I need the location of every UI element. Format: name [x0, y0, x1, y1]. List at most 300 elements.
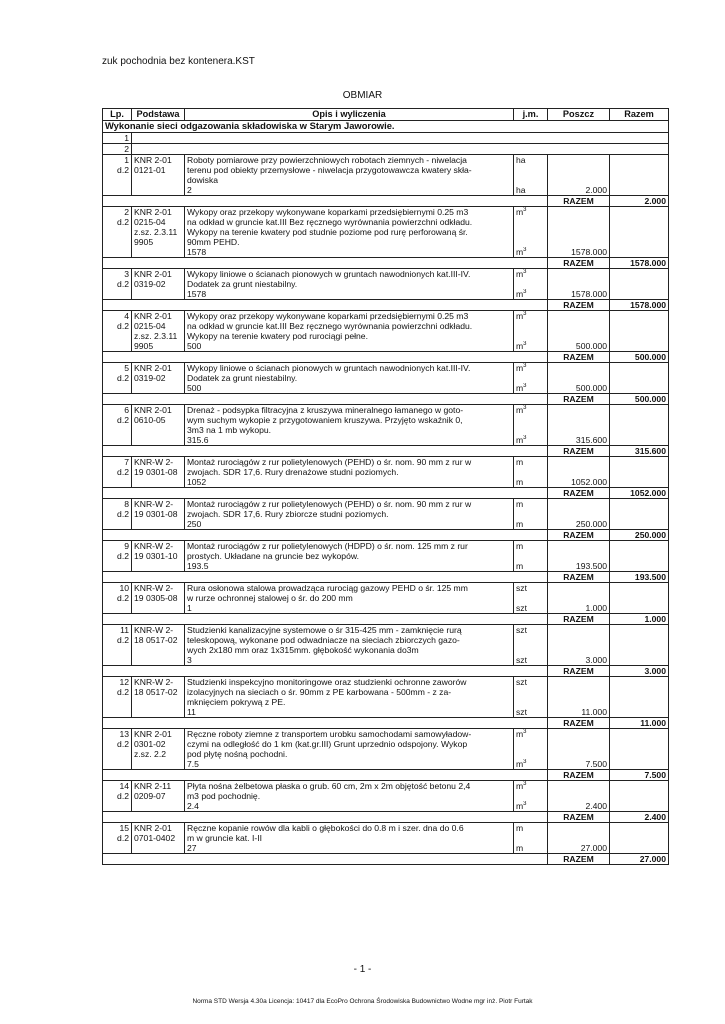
item-jm-unit: m — [516, 801, 524, 811]
table-row — [103, 677, 669, 718]
razem-empty-cell — [103, 446, 548, 457]
item-jm-sup: 3 — [523, 289, 527, 296]
spacer-line — [550, 269, 607, 279]
spacer-line — [516, 165, 545, 175]
razem-label: RAZEM — [548, 300, 610, 311]
spacer-line — [516, 373, 545, 383]
spacer-line — [550, 791, 607, 801]
item-podstawa-cell — [132, 729, 185, 770]
item-podstawa-line: z.sz. 2.3.11 — [134, 227, 178, 237]
spacer-line — [550, 237, 607, 247]
item-lp-sub: d.2 — [117, 165, 129, 175]
item-jm-cell — [514, 499, 548, 530]
spacer-line — [516, 697, 545, 707]
item-jm-unit: m — [516, 435, 524, 445]
item-jm-top — [516, 823, 545, 833]
item-poszcz-cell — [548, 269, 610, 300]
item-poszcz-cell — [548, 541, 610, 572]
razem-row — [103, 530, 669, 541]
item-podstawa-line: KNR 2-01 — [134, 269, 172, 279]
razem-value: 1578.000 — [610, 258, 669, 269]
item-lp-sub: d.2 — [117, 415, 129, 425]
razem-row — [103, 488, 669, 499]
item-poszcz: 315.600 — [575, 435, 607, 445]
spacer-line — [516, 331, 545, 341]
item-poszcz-cell — [548, 363, 610, 394]
table-row — [103, 729, 669, 770]
item-jm-unit: m — [516, 729, 524, 739]
razem-empty-cell — [103, 394, 548, 405]
item-podstawa-line: KNR 2-01 — [134, 823, 172, 833]
item-lp: 8 — [124, 499, 129, 509]
spacer-line — [550, 739, 607, 749]
table-row — [103, 311, 669, 352]
item-jm-sup: 3 — [523, 341, 527, 348]
table-row — [103, 781, 669, 812]
item-jm-top — [516, 541, 545, 551]
item-jm-top — [516, 311, 545, 321]
item-opis-line: izolacyjnych na sieciach o śr. 90mm z PE karbowana - 500mm - z za- — [187, 687, 452, 697]
item-lp-cell — [103, 405, 132, 446]
item-jm-unit: m — [516, 843, 524, 853]
item-jm-sup: 3 — [523, 269, 527, 276]
item-jm-bottom — [516, 185, 545, 195]
item-jm-top — [516, 583, 545, 593]
razem-label: RAZEM — [548, 770, 610, 781]
item-razem-cell — [610, 363, 669, 394]
item-podstawa-line: KNR 2-01 — [134, 363, 172, 373]
item-poszcz-cell — [548, 155, 610, 196]
spacer-line — [550, 331, 607, 341]
spacer-line — [550, 583, 607, 593]
razem-row — [103, 770, 669, 781]
item-jm-unit: szt — [516, 583, 527, 593]
item-jm-cell — [514, 823, 548, 854]
spacer-line — [516, 217, 545, 227]
table-row — [103, 155, 669, 196]
item-jm-unit: m — [516, 519, 524, 529]
item-poszcz: 2.400 — [585, 801, 607, 811]
item-jm-unit: szt — [516, 655, 527, 665]
section-row-number: 2 — [103, 144, 132, 155]
spacer-line — [516, 425, 545, 435]
item-lp-cell — [103, 583, 132, 614]
spacer-line — [516, 175, 545, 185]
item-opis-line: Roboty pomiarowe przy powierzchniowych robotach ziemnych - niwelacja — [187, 155, 467, 165]
table-row — [103, 363, 669, 394]
item-jm-sup: 3 — [523, 207, 527, 214]
item-poszcz: 3.000 — [585, 655, 607, 665]
table-row — [103, 457, 669, 488]
item-opis-cell — [185, 781, 514, 812]
item-opis-line: Wykopy oraz przekopy wykonywane koparkami przedsiębiernymi 0.25 m3 — [187, 311, 469, 321]
razem-empty-cell — [103, 812, 548, 823]
table-row — [103, 583, 669, 614]
item-opis-line: czymi na odległość do 1 km (kat.gr.III) Grunt uprzednio odspojony. Wykop — [187, 739, 468, 749]
item-opis-cell — [185, 625, 514, 666]
item-razem-cell — [610, 677, 669, 718]
item-lp-sub: d.2 — [117, 593, 129, 603]
item-jm-unit: m — [516, 247, 524, 257]
razem-row — [103, 666, 669, 677]
col-opis-header: Opis i wyliczenia — [185, 109, 514, 121]
razem-empty-cell — [103, 488, 548, 499]
item-jm-cell — [514, 457, 548, 488]
item-razem-cell — [610, 457, 669, 488]
item-opis-line: Drenaż - podsypka filtracyjna z kruszywa mineralnego łamanego w goto- — [187, 405, 464, 415]
item-jm-unit: m — [516, 383, 524, 393]
razem-value: 27.000 — [610, 854, 669, 865]
item-calc: 2.4 — [187, 801, 199, 811]
item-poszcz: 1052.000 — [571, 477, 607, 487]
item-lp-sub: d.2 — [117, 373, 129, 383]
item-lp-sub: d.2 — [117, 687, 129, 697]
spacer-line — [516, 593, 545, 603]
spacer-line — [550, 425, 607, 435]
item-lp: 3 — [124, 269, 129, 279]
item-jm-bottom — [516, 655, 545, 665]
item-jm-sup: 3 — [523, 363, 527, 370]
item-opis-line: terenu pod obiekty przemysłowe - niwelacja przygotowawcza kwatery skła- — [187, 165, 472, 175]
item-calc: 2 — [187, 185, 192, 195]
razem-value: 315.600 — [610, 446, 669, 457]
item-lp-sub: d.2 — [117, 833, 129, 843]
item-jm-top — [516, 781, 545, 791]
item-opis-line: zwojach. SDR 17,6. Rury zbiorcze studni poziomych. — [187, 509, 389, 519]
footer-license: Norma STD Wersja 4.30a Licencja: 10417 dla EcoPro Ochrona Środowiska Budownictwo Wodne mgr inż. Piotr Furtak — [192, 998, 533, 1005]
item-calc: 315.6 — [187, 435, 209, 445]
item-jm-bottom — [516, 477, 545, 487]
item-calc: 11 — [187, 707, 196, 717]
item-lp-cell — [103, 625, 132, 666]
item-opis-cell — [185, 677, 514, 718]
razem-row — [103, 614, 669, 625]
item-lp-cell — [103, 677, 132, 718]
item-jm-unit: m — [516, 477, 524, 487]
item-lp: 6 — [124, 405, 129, 415]
spacer-line — [550, 687, 607, 697]
item-podstawa-cell — [132, 583, 185, 614]
item-lp-sub: d.2 — [117, 467, 129, 477]
item-jm-bottom — [516, 341, 545, 351]
item-podstawa-line: z.sz. 2.3.11 — [134, 331, 178, 341]
item-opis-line: zwojach. SDR 17,6. Rury drenażowe studni poziomych. — [187, 467, 399, 477]
item-razem-cell — [610, 269, 669, 300]
item-jm-unit: ha — [516, 185, 526, 195]
item-poszcz: 1578.000 — [571, 247, 607, 257]
item-podstawa-line: KNR-W 2- — [134, 541, 174, 551]
item-podstawa-line: KNR-W 2- — [134, 625, 174, 635]
spacer-line — [550, 593, 607, 603]
item-lp: 11 — [120, 625, 129, 635]
item-calc: 1578 — [187, 289, 207, 299]
item-podstawa-line: 9905 — [134, 341, 154, 351]
item-jm-unit: m — [516, 781, 524, 791]
item-poszcz: 11.000 — [581, 707, 607, 717]
spacer-line — [516, 749, 545, 759]
blank-cell — [132, 144, 669, 155]
item-podstawa-line: 0215-04 — [134, 217, 166, 227]
spacer-line — [550, 729, 607, 739]
item-lp: 5 — [124, 363, 129, 373]
razem-empty-cell — [103, 666, 548, 677]
item-opis-line: m3 pod pochodnię. — [187, 791, 261, 801]
item-jm-bottom — [516, 247, 545, 257]
razem-label: RAZEM — [548, 258, 610, 269]
spacer-line — [550, 415, 607, 425]
item-lp: 9 — [124, 541, 129, 551]
spacer-line — [550, 645, 607, 655]
razem-row — [103, 258, 669, 269]
item-poszcz: 500.000 — [575, 383, 607, 393]
item-podstawa-cell — [132, 207, 185, 258]
item-jm-cell — [514, 155, 548, 196]
item-lp: 2 — [124, 207, 129, 217]
razem-row — [103, 196, 669, 207]
spacer-line — [550, 781, 607, 791]
item-opis-line: Rura osłonowa stalowa prowadząca rurociąg gazowy PEHD o śr. 125 mm — [187, 583, 468, 593]
item-opis-cell — [185, 363, 514, 394]
item-jm-cell — [514, 781, 548, 812]
item-opis-line: mknięciem pokrywą z PE. — [187, 697, 286, 707]
item-podstawa-line: KNR 2-01 — [134, 207, 172, 217]
item-podstawa-cell — [132, 781, 185, 812]
razem-empty-cell — [103, 770, 548, 781]
spacer-line — [516, 687, 545, 697]
item-jm-unit: m — [516, 289, 524, 299]
item-poszcz-cell — [548, 207, 610, 258]
item-calc: 500 — [187, 341, 202, 351]
table-row — [103, 625, 669, 666]
spacer-line — [516, 833, 545, 843]
item-lp-sub: d.2 — [117, 739, 129, 749]
razem-empty-cell — [103, 300, 548, 311]
item-podstawa-line: KNR-W 2- — [134, 457, 174, 467]
razem-label: RAZEM — [548, 488, 610, 499]
spacer-line — [516, 237, 545, 247]
item-opis-cell — [185, 541, 514, 572]
razem-label: RAZEM — [548, 854, 610, 865]
spacer-line — [550, 311, 607, 321]
item-opis-line: m w gruncie kat. I-II — [187, 833, 262, 843]
spacer-line — [516, 227, 545, 237]
item-podstawa-cell — [132, 457, 185, 488]
item-razem-cell — [610, 541, 669, 572]
item-jm-unit: m — [516, 405, 524, 415]
item-razem-cell — [610, 625, 669, 666]
razem-label: RAZEM — [548, 812, 610, 823]
item-lp-cell — [103, 499, 132, 530]
item-calc: 1052 — [187, 477, 207, 487]
item-poszcz: 27.000 — [580, 843, 607, 853]
spacer-line — [516, 467, 545, 477]
razem-row — [103, 446, 669, 457]
item-opis-line: Studzienki inspekcyjno monitoringowe oraz studzienki ochronne zaworów — [187, 677, 467, 687]
item-jm-unit: szt — [516, 707, 527, 717]
col-razem-header: Razem — [610, 109, 669, 121]
item-podstawa-line: 0215-04 — [134, 321, 166, 331]
item-jm-unit: m — [516, 341, 524, 351]
item-podstawa-cell — [132, 311, 185, 352]
item-lp: 7 — [124, 457, 129, 467]
table-row — [103, 405, 669, 446]
item-opis-cell — [185, 583, 514, 614]
spacer-line — [516, 791, 545, 801]
item-podstawa-line: 0301-02 — [134, 739, 166, 749]
item-lp: 13 — [119, 729, 129, 739]
item-podstawa-line: KNR 2-01 — [134, 405, 172, 415]
item-poszcz-cell — [548, 729, 610, 770]
razem-value: 2.000 — [610, 196, 669, 207]
item-opis-line: Dodatek za grunt niestabilny. — [187, 279, 298, 289]
table-row — [103, 269, 669, 300]
item-jm-sup: 3 — [523, 383, 527, 390]
item-opis-cell — [185, 207, 514, 258]
item-podstawa-line: 0319-02 — [134, 373, 166, 383]
item-jm-top — [516, 155, 545, 165]
item-poszcz-cell — [548, 823, 610, 854]
item-calc: 1 — [187, 603, 192, 613]
item-podstawa-cell — [132, 405, 185, 446]
item-jm-bottom — [516, 289, 545, 299]
item-podstawa-line: 19 0301-08 — [134, 509, 178, 519]
item-opis-line: na odkład w gruncie kat.III Bez ręcznego wyrównania powierzchni odkładu. — [187, 217, 473, 227]
spacer-line — [516, 551, 545, 561]
spacer-line — [550, 635, 607, 645]
item-podstawa-cell — [132, 269, 185, 300]
item-poszcz: 1578.000 — [571, 289, 607, 299]
item-podstawa-cell — [132, 677, 185, 718]
spacer-line — [516, 509, 545, 519]
item-opis-line: Wykopy oraz przekopy wykonywane koparkami przedsiębiernymi 0.25 m3 — [187, 207, 469, 217]
razem-label: RAZEM — [548, 572, 610, 583]
table-row — [103, 823, 669, 854]
item-opis-line: Ręczne kopanie rowów dla kabli o głębokości do 0.8 m i szer. dna do 0.6 — [187, 823, 464, 833]
item-calc: 3 — [187, 655, 192, 665]
spacer-line — [550, 677, 607, 687]
item-lp-sub: d.2 — [117, 279, 129, 289]
item-opis-line: pod płytę nośną pochodni. — [187, 749, 288, 759]
razem-value: 500.000 — [610, 394, 669, 405]
spacer-line — [550, 697, 607, 707]
razem-row — [103, 718, 669, 729]
table-body — [103, 121, 669, 865]
item-poszcz-cell — [548, 405, 610, 446]
item-lp: 1 — [124, 155, 129, 165]
item-jm-top — [516, 729, 545, 739]
spacer-line — [550, 509, 607, 519]
item-jm-unit: m — [516, 499, 524, 509]
item-opis-line: Płyta nośna żelbetowa płaska o grub. 60 cm, 2m x 2m objętość betonu 2,4 — [187, 781, 471, 791]
item-calc: 27 — [187, 843, 197, 853]
item-podstawa-cell — [132, 625, 185, 666]
table-row — [103, 499, 669, 530]
item-opis-line: 3m3 na 1 mb wykopu. — [187, 425, 272, 435]
item-opis-cell — [185, 405, 514, 446]
razem-row — [103, 812, 669, 823]
razem-value: 3.000 — [610, 666, 669, 677]
item-jm-top — [516, 207, 545, 217]
item-jm-top — [516, 363, 545, 373]
table-row — [103, 207, 669, 258]
spacer-line — [550, 217, 607, 227]
item-podstawa-line: 0610-05 — [134, 415, 166, 425]
item-lp-cell — [103, 155, 132, 196]
item-lp: 4 — [124, 311, 129, 321]
item-opis-cell — [185, 269, 514, 300]
item-jm-bottom — [516, 519, 545, 529]
item-jm-cell — [514, 625, 548, 666]
item-opis-line: Ręczne roboty ziemne z transportem urobku samochodami samowyładow- — [187, 729, 472, 739]
item-opis-cell — [185, 311, 514, 352]
item-jm-unit: m — [516, 207, 524, 217]
item-poszcz: 193.500 — [575, 561, 607, 571]
item-jm-sup: 3 — [523, 247, 527, 254]
item-poszcz-cell — [548, 311, 610, 352]
item-jm-cell — [514, 405, 548, 446]
item-jm-cell — [514, 311, 548, 352]
item-opis-cell — [185, 823, 514, 854]
item-jm-unit: m — [516, 457, 524, 467]
item-jm-cell — [514, 269, 548, 300]
section-number-row — [103, 133, 669, 144]
item-lp-sub: d.2 — [117, 635, 129, 645]
item-podstawa-line: 18 0517-02 — [134, 687, 178, 697]
page-number: - 1 - — [353, 964, 372, 975]
obmiar-table — [102, 108, 669, 865]
spacer-line — [550, 227, 607, 237]
item-opis-line: Wykopy liniowe o ścianach pionowych w gruntach nawodnionych kat.III-IV. — [187, 363, 471, 373]
item-jm-sup: 3 — [523, 781, 527, 788]
item-jm-top — [516, 457, 545, 467]
item-jm-top — [516, 677, 545, 687]
spacer-line — [550, 823, 607, 833]
item-podstawa-line: KNR 2-11 — [134, 781, 172, 791]
item-jm-sup: 3 — [523, 729, 527, 736]
item-poszcz: 7.500 — [585, 759, 607, 769]
spacer-line — [516, 645, 545, 655]
item-poszcz: 1.000 — [585, 603, 607, 613]
item-podstawa-line: 19 0301-10 — [134, 551, 178, 561]
item-jm-cell — [514, 363, 548, 394]
item-lp-cell — [103, 311, 132, 352]
spacer-line — [550, 833, 607, 843]
item-calc: 250 — [187, 519, 202, 529]
razem-empty-cell — [103, 572, 548, 583]
item-podstawa-cell — [132, 499, 185, 530]
section-row — [103, 121, 669, 133]
item-podstawa-line: 0121-01 — [134, 165, 166, 175]
item-jm-unit: m — [516, 759, 524, 769]
razem-empty-cell — [103, 718, 548, 729]
item-lp-sub: d.2 — [117, 321, 129, 331]
item-podstawa-line: KNR-W 2- — [134, 499, 174, 509]
item-opis-line: 90mm PEHD. — [187, 237, 240, 247]
item-opis-line: Dodatek za grunt niestabilny. — [187, 373, 298, 383]
item-podstawa-line: KNR-W 2- — [134, 677, 174, 687]
razem-label: RAZEM — [548, 666, 610, 677]
item-lp-sub: d.2 — [117, 217, 129, 227]
spacer-line — [516, 279, 545, 289]
item-podstawa-line: 0209-07 — [134, 791, 166, 801]
item-poszcz: 2.000 — [585, 185, 607, 195]
item-poszcz-cell — [548, 625, 610, 666]
razem-empty-cell — [103, 352, 548, 363]
item-calc: 7.5 — [187, 759, 199, 769]
spacer-line — [550, 175, 607, 185]
item-calc: 500 — [187, 383, 202, 393]
item-lp: 14 — [119, 781, 129, 791]
